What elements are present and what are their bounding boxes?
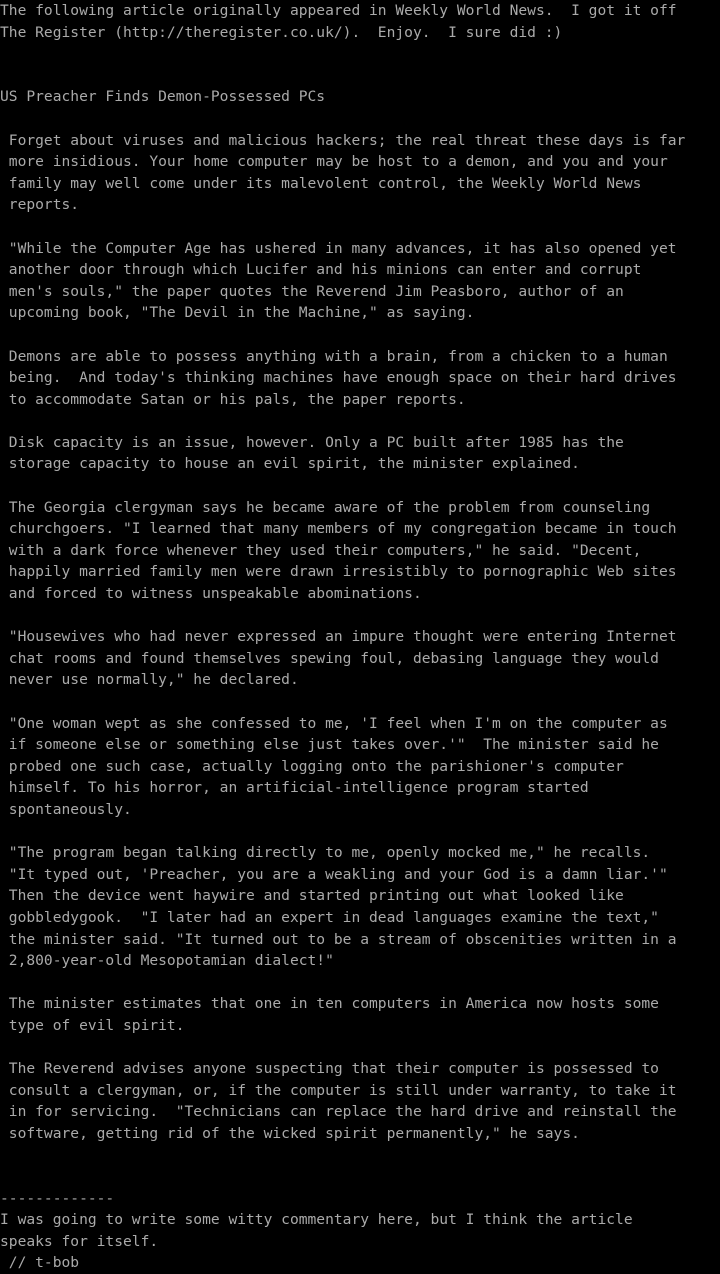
article-line: The Reverend advises anyone suspecting that their computer is possessed to [0,1060,659,1078]
blank-line [0,1166,685,1188]
article-line: never use normally," he declared. [0,671,299,689]
commentary-line: speaks for itself. [0,1232,159,1250]
article-line: another door through which Lucifer and his minions can enter and corrupt [0,261,642,279]
article-line: Forget about viruses and malicious hackers; the real threat these days is far [0,131,686,149]
article-line: gobbledygook. "I later had an expert in dead languages examine the text," [0,908,659,926]
article-line: "One woman wept as she confessed to me, 'I feel when I'm on the computer as [0,714,668,732]
article-line: reports. [0,196,80,214]
article-line: "The program began talking directly to me, openly mocked me," he recalls. [0,844,651,862]
blank-line [0,410,685,432]
commentary-line: I was going to write some witty commentary here, but I think the article [0,1211,633,1229]
article-line: himself. To his horror, an artificial-intelligence program started [0,779,589,797]
intro-line: The following article originally appeared in Weekly World News. I got it off [0,2,677,19]
article-line: and forced to witness unspeakable abominations. [0,585,422,603]
article-line: chat rooms and found themselves spewing foul, debasing language they would [0,649,659,667]
blank-line [0,972,685,994]
article-line: spontaneously. [0,800,132,818]
article-headline: US Preacher Finds Demon-Possessed PCs [0,88,326,106]
blank-line [0,1037,685,1059]
article-line: more insidious. Your home computer may be host to a demon, and you and your [0,153,668,171]
article-line: upcoming book, "The Devil in the Machine," as saying. [0,304,475,322]
article-line: "While the Computer Age has ushered in many advances, it has also opened yet [0,239,677,257]
blank-line [0,821,685,843]
article-line: software, getting rid of the wicked spirit permanently," he says. [0,1124,580,1142]
blank-line [0,108,685,130]
article-line: The Georgia clergyman says he became aware of the problem from counseling [0,498,651,516]
article-line: The minister estimates that one in ten computers in America now hosts some [0,995,659,1013]
article-line: if someone else or something else just takes over.'" The minister said he [0,736,659,754]
article-line: to accommodate Satan or his pals, the paper reports. [0,390,466,408]
blank-line [0,605,685,627]
article-line: Then the device went haywire and started printing out what looked like [0,887,624,905]
article-line: probed one such case, actually logging onto the parishioner's computer [0,757,624,775]
intro-line: The Register (http://theregister.co.uk/). Enjoy. I sure did :) [0,23,563,41]
article-line: churchgoers. "I learned that many members of my congregation became in touch [0,520,677,538]
blank-line [0,324,685,346]
article-line: "It typed out, 'Preacher, you are a weakling and your God is a damn liar.'" [0,865,668,883]
signature-line: // t-bob [0,1254,80,1272]
article-line: Demons are able to possess anything with a brain, from a chicken to a human [0,347,668,365]
article-line: being. And today's thinking machines have enough space on their hard drives [0,369,677,387]
article-line: consult a clergyman, or, if the computer is still under warranty, to take it [0,1081,677,1099]
article-line: family may well come under its malevolent control, the Weekly World News [0,174,642,192]
blank-line [0,43,685,65]
article-line: "Housewives who had never expressed an impure thought were entering Internet [0,628,677,646]
article-line: 2,800-year-old Mesopotamian dialect!" [0,952,334,970]
article-line: in for servicing. "Technicians can replace the hard drive and reinstall the [0,1103,677,1121]
article-line: men's souls," the paper quotes the Reverend Jim Peasboro, author of an [0,282,624,300]
blank-line [0,216,685,238]
blank-line [0,691,685,713]
article-line: with a dark force whenever they used their computers," he said. "Decent, [0,541,642,559]
blank-line [0,65,685,87]
article-line: the minister said. "It turned out to be a stream of obscenities written in a [0,930,677,948]
article-line: type of evil spirit. [0,1016,185,1034]
blank-line [0,1144,685,1166]
separator-line: ------------- [0,1189,115,1207]
blank-line [0,475,685,497]
article-line: Disk capacity is an issue, however. Only a PC built after 1985 has the [0,433,624,451]
article-line: storage capacity to house an evil spirit, the minister explained. [0,455,580,473]
article-line: happily married family men were drawn irresistibly to pornographic Web sites [0,563,677,581]
